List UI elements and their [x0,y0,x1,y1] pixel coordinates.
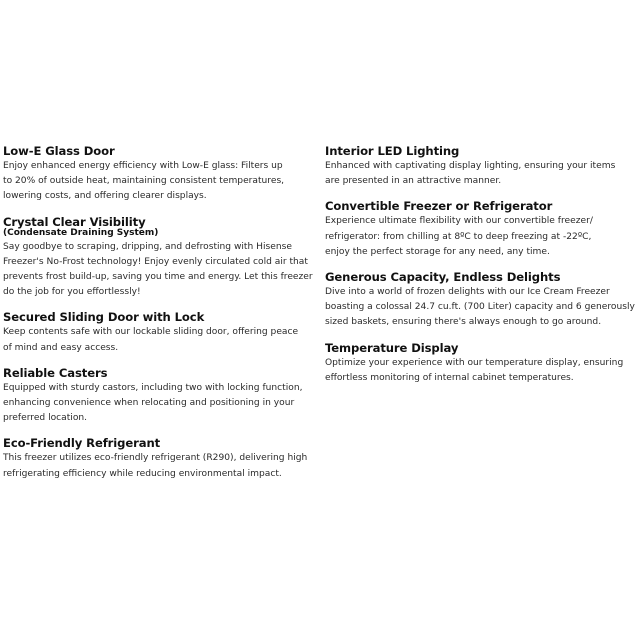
left-feature-column [3,143,315,491]
feature-description [325,214,637,260]
description-line: boasting a colossal 24.7 cu.ft. (700 Liter) capacity and 6 generously [325,302,635,313]
feature-generous-capacity [325,269,637,331]
description-line: Keep contents safe with our lockable sliding door, offering peace [3,327,299,338]
feature-interior-led-lighting [325,143,637,189]
feature-title: Interior LED Lighting [325,144,460,158]
description-line: preferred location. [3,413,88,424]
feature-reliable-casters [3,365,315,427]
feature-temperature-display [325,340,637,386]
description-line: Optimize your experience with our temperature display, ensuring [325,357,624,368]
feature-subtitle: (Condensate Draining System) [3,227,159,238]
feature-description [3,240,315,301]
description-line: refrigerator: from chilling at 8ºC to deep freezing at -22ºC, [325,231,592,242]
description-line: lowering costs, and offering clearer displays. [3,191,207,202]
description-line: Enhanced with captivating display lighting, ensuring your items [325,161,616,171]
description-line: do the job for you effortlessly! [3,287,141,298]
feature-low-e-glass-door [3,143,315,205]
description-line: enjoy the perfect storage for any need, any time. [325,246,550,257]
feature-description [3,451,315,481]
feature-description [3,381,315,427]
feature-description [3,325,315,355]
description-line: effortless monitoring of internal cabinet temperatures. [325,372,574,383]
feature-title: Crystal Clear Visibility [3,214,146,229]
feature-title: Secured Sliding Door with Lock [3,310,205,325]
feature-secured-sliding-door [3,309,315,355]
description-line: Say goodbye to scraping, dripping, and defrosting with Hisense [3,241,292,252]
feature-description [325,159,637,189]
description-line: prevents frost build-up, saving you time and energy. Let this freezer [3,272,313,283]
description-line: Dive into a world of frozen delights with our Ice Cream Freezer [325,287,610,298]
description-line: Freezer's No-Frost technology! Enjoy evenly circulated cold air that [3,256,308,267]
feature-title: Reliable Casters [3,365,108,380]
feature-description [325,285,637,331]
description-line: Enjoy enhanced energy efficiency with Low-E glass: Filters up [3,161,283,171]
description-line: sized baskets, ensuring there's always enough to go around. [325,317,602,328]
right-feature-column [325,143,637,395]
feature-convertible-freezer [325,198,637,260]
description-line: Experience ultimate flexibility with our convertible freezer/ [325,216,593,227]
feature-title: Eco-Friendly Refrigerant [3,436,161,451]
description-line: to 20% of outside heat, maintaining consistent temperatures, [3,176,285,187]
description-line: This freezer utilizes eco-friendly refrigerant (R290), delivering high [3,453,308,464]
feature-eco-friendly-refrigerant [3,435,315,481]
feature-title: Low-E Glass Door [3,144,115,158]
feature-crystal-clear-visibility [3,214,315,301]
description-line: are presented in an attractive manner. [325,176,502,187]
description-line: enhancing convenience when relocating and positioning in your [3,398,295,409]
description-line: of mind and easy access. [3,342,119,353]
description-line: Equipped with sturdy castors, including two with locking function, [3,382,303,393]
feature-title: Convertible Freezer or Refrigerator [325,199,553,214]
feature-title: Generous Capacity, Endless Delights [325,270,561,285]
feature-title: Temperature Display [325,340,459,355]
description-line: refrigerating efficiency while reducing environmental impact. [3,468,282,479]
feature-description [3,159,315,205]
feature-description [325,356,637,386]
